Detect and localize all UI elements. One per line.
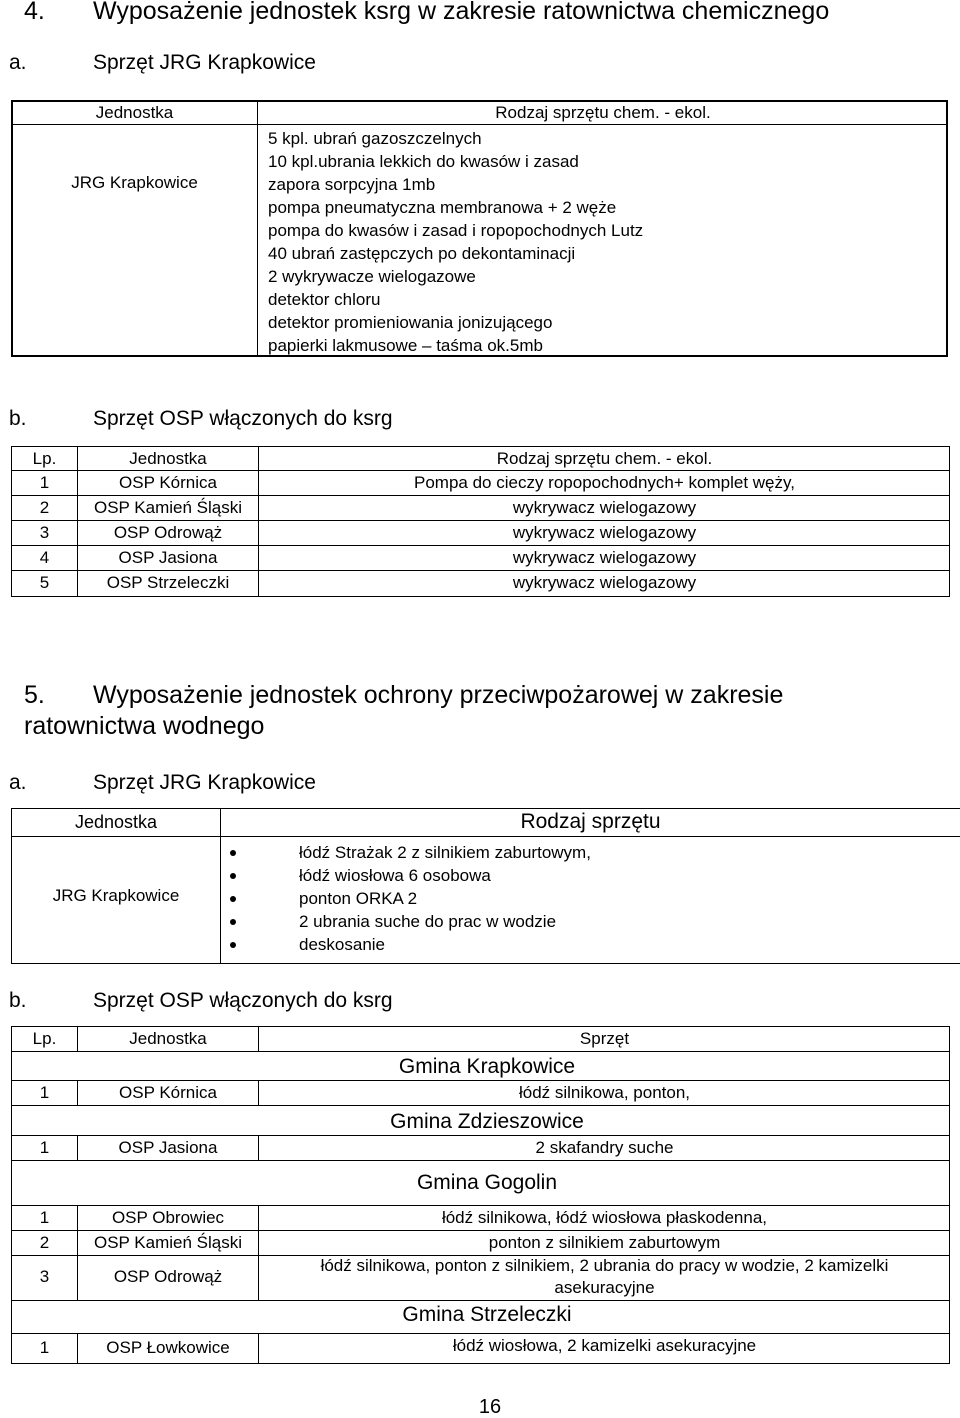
table-row-lp: 2 [39, 498, 50, 517]
table-5b-header-kind: Sprzęt [579, 1029, 630, 1048]
table-row-kind-line2: asekuracyjne [554, 1278, 655, 1297]
table-4b-header-lp: Lp. [32, 449, 57, 468]
table-5a-header-kind: Rodzaj sprzętu [520, 810, 661, 833]
table-5a-header-unit: Jednostka [74, 812, 158, 832]
table-row-unit: OSP Kamień Śląski [93, 1233, 243, 1252]
list-item: łódź Strażak 2 z silnikiem zaburtowym, [299, 843, 591, 862]
section-5a-letter: a. [9, 771, 27, 794]
section-5b-letter: b. [9, 989, 27, 1012]
table-row-lp: 1 [39, 1083, 50, 1102]
table-5b-header-unit: Jednostka [129, 1029, 207, 1048]
section-4-number: 4. [24, 0, 45, 25]
table-row-kind: wykrywacz wielogazowy [512, 498, 697, 517]
list-item: pompa do kwasów i zasad i ropopochodnych Lutz [268, 221, 644, 240]
table-row-kind: wykrywacz wielogazowy [512, 573, 697, 592]
table-row-lp: 4 [39, 548, 50, 567]
table-row-kind: ponton z silnikiem zaburtowym [488, 1233, 721, 1252]
list-item: pompa pneumatyczna membranowa + 2 węże [268, 198, 617, 217]
list-item: detektor chloru [268, 290, 381, 309]
list-item: ponton ORKA 2 [299, 889, 418, 908]
section-5-heading-line2: ratownictwa wodnego [24, 712, 265, 740]
table-4a-header-unit: Jednostka [95, 103, 174, 122]
section-5a-title: Sprzęt JRG Krapkowice [93, 771, 316, 794]
list-item: 10 kpl.ubrania lekkich do kwasów i zasad [268, 152, 579, 171]
bullet-icon [230, 896, 236, 902]
table-4b-header-kind: Rodzaj sprzętu chem. - ekol. [496, 449, 713, 468]
table-row-unit: OSP Łowkowice [106, 1338, 230, 1357]
table-row-lp: 3 [39, 523, 50, 542]
table-4a-unit: JRG Krapkowice [71, 173, 198, 192]
table-row-kind: łódź silnikowa, łódź wiosłowa płaskodenna, [441, 1208, 768, 1227]
list-item: 2 wykrywacze wielogazowe [268, 267, 476, 286]
list-item: detektor promieniowania jonizującego [268, 313, 553, 332]
table-5b-header-lp: Lp. [32, 1029, 57, 1048]
section-5b-title: Sprzęt OSP włączonych do ksrg [93, 989, 393, 1012]
table-row-lp: 1 [39, 1208, 50, 1227]
list-item: łódź wiosłowa 6 osobowa [299, 866, 491, 885]
table-row-kind: łódź silnikowa, ponton, [518, 1083, 691, 1102]
list-item: 40 ubrań zastępczych po dekontaminacji [268, 244, 576, 263]
table-row-kind: Pompa do cieczy ropopochodnych+ komplet węży, [414, 473, 795, 492]
list-item: zapora sorpcyjna 1mb [268, 175, 436, 194]
table-row-unit: OSP Jasiona [118, 548, 218, 567]
table-4a-header-kind: Rodzaj sprzętu chem. - ekol. [495, 103, 711, 122]
table-row-unit: OSP Strzeleczki [106, 573, 230, 592]
section-4a-letter: a. [9, 51, 27, 74]
table-row-lp: 1 [39, 1338, 50, 1357]
list-item: 5 kpl. ubrań gazoszczelnych [268, 129, 482, 148]
group-heading: Gmina Gogolin [416, 1171, 558, 1194]
bullet-icon [230, 850, 236, 856]
table-row-lp: 1 [39, 1138, 50, 1157]
table-row-kind-line1: łódź silnikowa, ponton z silnikiem, 2 ubrania do pracy w wodzie, 2 kamizelki [320, 1256, 889, 1275]
bullet-icon [230, 919, 236, 925]
section-5-heading-line1: Wyposażenie jednostek ochrony przeciwpożarowej w zakresie [93, 681, 784, 709]
table-row-unit: OSP Kamień Śląski [93, 498, 243, 517]
table-row-lp: 5 [39, 573, 50, 592]
list-item: 2 ubrania suche do prac w wodzie [299, 912, 557, 931]
table-row-kind: łódź wiosłowa, 2 kamizelki asekuracyjne [452, 1336, 757, 1355]
table-row-unit: OSP Kórnica [119, 473, 217, 492]
table-row-unit: OSP Kórnica [119, 1083, 217, 1102]
list-item: deskosanie [299, 935, 386, 954]
section-4a-title: Sprzęt JRG Krapkowice [93, 51, 316, 74]
table-row-unit: OSP Jasiona [118, 1138, 218, 1157]
bullet-icon [230, 942, 236, 948]
table-row-kind: wykrywacz wielogazowy [512, 523, 697, 542]
group-heading: Gmina Zdzieszowice [390, 1110, 584, 1133]
section-4b-title: Sprzęt OSP włączonych do ksrg [93, 407, 393, 430]
bullet-icon [230, 873, 236, 879]
section-4-heading: Wyposażenie jednostek ksrg w zakresie ratownictwa chemicznego [93, 0, 830, 25]
table-row-lp: 3 [39, 1267, 50, 1286]
table-row-lp: 1 [39, 473, 50, 492]
section-4b-letter: b. [9, 407, 27, 430]
table-row-kind: 2 skafandry suche [535, 1138, 674, 1157]
group-heading: Gmina Krapkowice [398, 1055, 576, 1078]
group-heading: Gmina Strzeleczki [402, 1303, 572, 1326]
page-number: 16 [478, 1396, 502, 1418]
list-item: papierki lakmusowe – taśma ok.5mb [268, 336, 543, 355]
table-row-lp: 2 [39, 1233, 50, 1252]
table-row-unit: OSP Obrowiec [111, 1208, 225, 1227]
table-row-unit: OSP Odrowąż [113, 1267, 223, 1286]
table-4b-header-unit: Jednostka [129, 449, 207, 468]
table-row-unit: OSP Odrowąż [113, 523, 223, 542]
table-5a-unit: JRG Krapkowice [52, 886, 180, 905]
section-5-number: 5. [24, 681, 45, 709]
table-row-kind: wykrywacz wielogazowy [512, 548, 697, 567]
